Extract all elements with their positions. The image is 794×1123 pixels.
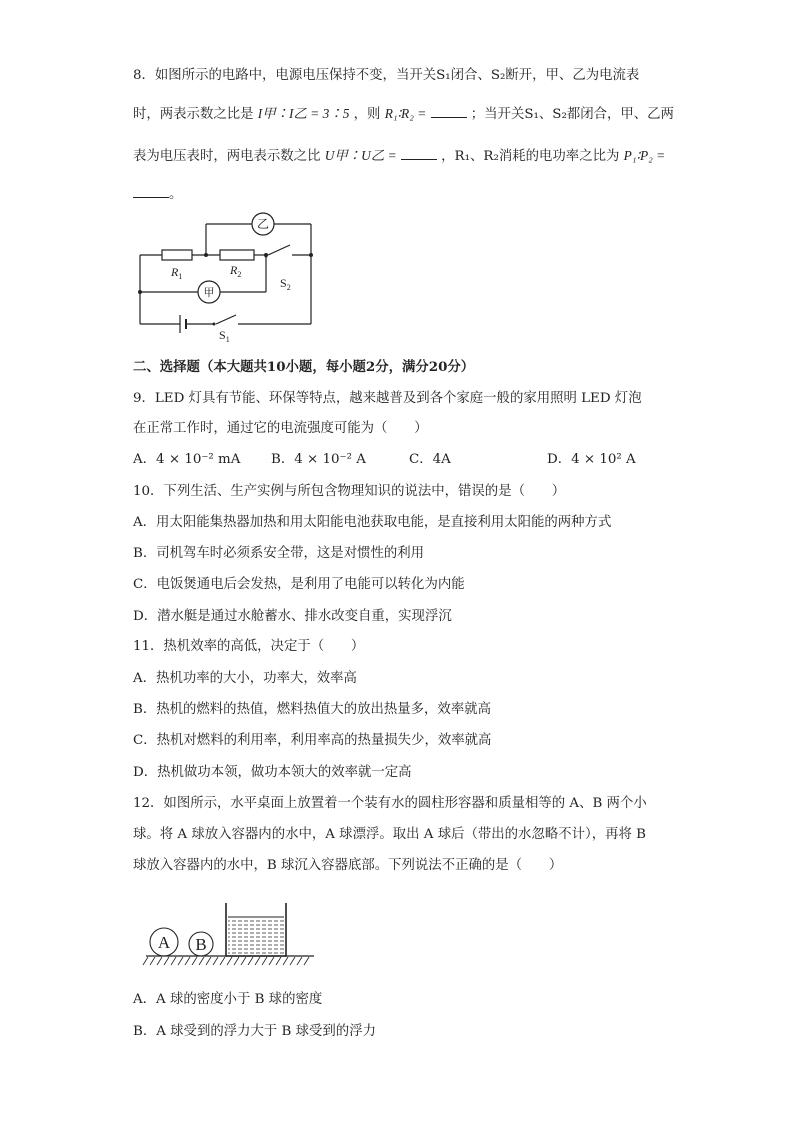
q12-line2: 球。将 A 球放入容器内的水中，A 球漂浮。取出 A 球后（带出的水忽略不计），再将 B (133, 827, 646, 842)
resistor-r2 (220, 250, 254, 260)
q8-line2-text-b: ，则 (353, 107, 381, 122)
q12-option-b[interactable]: B．A 球受到的浮力大于 B 球受到的浮力 (133, 1024, 376, 1039)
q9-option-b[interactable]: B．4 × 10⁻² A (271, 452, 366, 467)
q10-option-b[interactable]: B．司机驾车时必须系安全带，这是对惯性的利用 (133, 546, 425, 561)
ball-a-label: A (157, 933, 171, 952)
section-heading-choice: 二、选择题（本大题共10小题，每小题2分，满分20分） (133, 359, 475, 375)
q12-line3: 球放入容器内的水中，B 球沉入容器底部。下列说法不正确的是（ ） (133, 858, 563, 873)
q10-option-d[interactable]: D．潜水艇是通过水舱蓄水、排水改变自重，实现浮沉 (133, 609, 452, 624)
q9-option-d[interactable]: D．4 × 10² A (547, 452, 636, 467)
q10-option-a[interactable]: A．用太阳能集热器加热和用太阳能电池获取电能，是直接利用太阳能的两种方式 (133, 515, 612, 530)
q11-option-c[interactable]: C．热机对燃料的利用率，利用率高的热量损失少，效率就高 (133, 733, 492, 748)
q9-option-c[interactable]: C．4A (409, 452, 451, 467)
q8-line2-text-c: ；当开关S₁、S₂都闭合，甲、乙两 (470, 107, 674, 122)
q8-blank-1[interactable] (431, 103, 467, 118)
label-meter-yi: 乙 (256, 217, 270, 231)
label-s1: $S_1$ (219, 328, 230, 344)
q9-line1: 9．LED 灯具有节能、环保等特点，越来越普及到各个家庭一般的家用照明 LED 灯泡 (133, 391, 642, 406)
q11-option-a[interactable]: A．热机功率的大小，功率大，效率高 (133, 671, 357, 686)
water (228, 917, 284, 955)
q11-option-d[interactable]: D．热机做功本领，做功本领大的效率就一定高 (133, 765, 412, 780)
q8-line3 (133, 145, 665, 167)
q8-line3-text-a: 表为电压表时，两电表示数之比 (133, 149, 321, 164)
q8-line1: 8．如图所示的电路中，电源电压保持不变，当开关S₁闭合、S₂断开，甲、乙为电流表 (133, 68, 640, 83)
q8-line3-text-b: ，R₁、R₂消耗的电功率之比为 (441, 149, 620, 164)
container-balls-figure (142, 895, 322, 970)
circuit-diagram (130, 205, 330, 345)
q11-option-b[interactable]: B．热机的燃料的热值，燃料热值大的放出热量多，效率就高 (133, 702, 491, 717)
q12-option-a[interactable]: A．A 球的密度小于 B 球的密度 (133, 992, 323, 1007)
q10-stem: 10．下列生活、生产实例与所包含物理知识的说法中，错误的是（ ） (133, 484, 566, 499)
label-r2: $R_2$ (230, 263, 242, 279)
resistor-r1 (162, 250, 192, 260)
q8-resistance-ratio: R₁∶R₂ = (384, 106, 427, 121)
q8-line2-text-a: 时，两表示数之比是 (133, 107, 254, 122)
q9-line2: 在正常工作时，通过它的电流强度可能为（ ） (133, 421, 428, 436)
q8-line4-period: 。 (169, 187, 183, 202)
q11-stem: 11．热机效率的高低，决定于（ ） (133, 639, 365, 654)
q8-voltage-ratio: U甲∶U乙 = (324, 148, 397, 163)
label-r1: $R_1$ (171, 265, 183, 281)
q8-blank-3[interactable] (133, 183, 169, 198)
q10-option-c[interactable]: C．电饭煲通电后会发热，是利用了电能可以转化为内能 (133, 577, 465, 592)
q8-current-ratio: I甲∶I乙 = 3∶5 (257, 106, 350, 121)
ball-b-label: B (195, 935, 207, 954)
q8-power-ratio: P₁∶P₂ = (623, 148, 666, 163)
label-s2: $S_2$ (280, 276, 291, 292)
q8-line2 (133, 103, 674, 125)
q12-line1: 12．如图所示，水平桌面上放置着一个装有水的圆柱形容器和质量相等的 A、B 两个小 (133, 796, 647, 811)
q8-blank-2[interactable] (401, 145, 437, 160)
q8-line4 (133, 183, 182, 205)
label-meter-jia: 甲 (203, 287, 215, 299)
q9-option-a[interactable]: A．4 × 10⁻² mA (133, 452, 241, 467)
switch-s2 (268, 245, 290, 255)
switch-s1 (216, 315, 236, 324)
